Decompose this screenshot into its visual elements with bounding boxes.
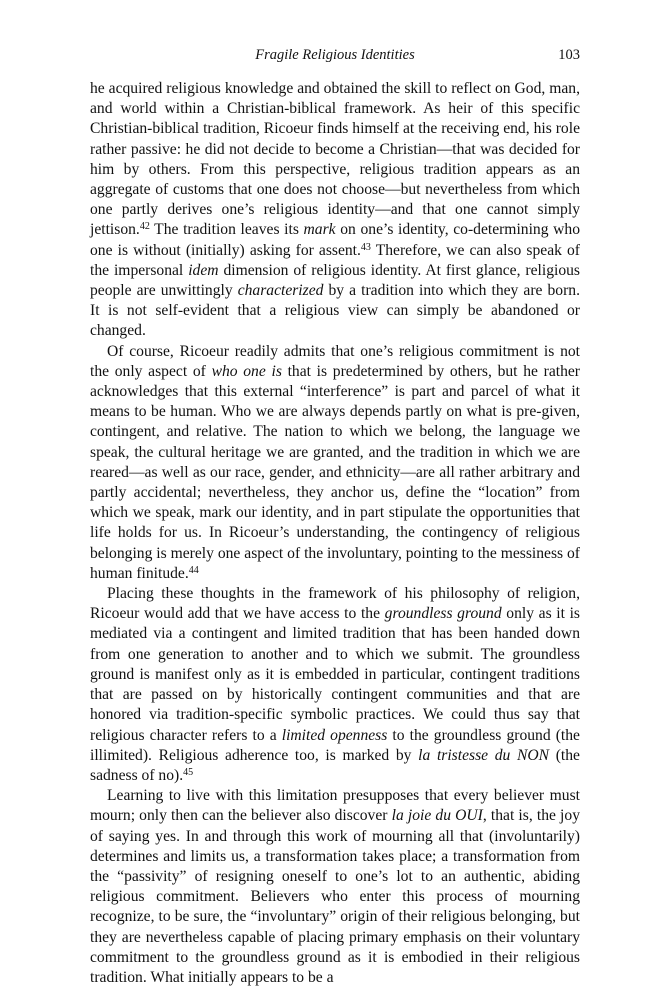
running-title: Fragile Religious Identities <box>255 47 415 63</box>
paragraph <box>90 342 580 584</box>
italic-phrase: who one is <box>211 362 282 380</box>
paragraph <box>90 584 580 786</box>
text-run: only as it is mediated via a contingent and limited tradition that has been handed down from one generation to another and to which we submit. The groundless ground is manifest only as it is embedded in particular, contingent traditions that are passed on by historically contingent communities and that are honored via tradition-specific symbolic practices. We could thus say that religious character refers to a <box>90 605 580 744</box>
text-run: The tradition leaves its <box>149 221 304 239</box>
paragraph <box>90 79 580 342</box>
italic-phrase: mark <box>303 221 336 239</box>
running-head <box>90 47 580 67</box>
text-run: Placing these thoughts in the framework of his philosophy of religion, Ricoeur would add that we have access to the <box>90 585 580 623</box>
italic-phrase: characterized <box>237 282 324 300</box>
paragraph <box>90 786 580 988</box>
body-text <box>90 79 580 988</box>
text-run: that is predetermined by others, but he rather acknowledges that this external “interference” is part and parcel of what it means to be human. Who we are always depends partly on what is pre-given, contingent, and relative. The nation to which we belong, the language we speak, the cultural heritage we are granted, and the tradition in which we are reared—as well as our race, gender, and ethnicity—are all rather arbitrary and partly accidental; nevertheless, they anchor us, define the “location” from which we speak, mark our identity, and in part stipulate the opportunities that life holds for us. In Ricoeur’s understanding, the contingency of religious belonging is merely one aspect of the involuntary, pointing to the messiness of human finitude. <box>90 362 580 582</box>
footnote-marker: 44 <box>188 564 199 576</box>
footnote-marker: 43 <box>360 241 371 253</box>
text-run: , that is, the joy of saying yes. In and through this work of mourning all that (involuntarily) determines and limits us, a transformation takes place; a transformation from the “passivity” of resigning oneself to one’s lot to an authentic, abiding religious commitment. Believers who enter this process of mourning recognize, to be sure, the “involuntary” origin of their religious belonging, but they are nevertheless capable of placing primary emphasis on their voluntary commitment to the groundless ground as it is embodied in their religious tradition. What initially appears to be a <box>90 807 580 986</box>
italic-phrase: idem <box>188 261 219 279</box>
text-run: Learning to live with this limitation presupposes that every believer must mourn; only then can the believer also discover <box>90 787 580 825</box>
footnote-marker: 45 <box>183 766 194 778</box>
text-run: dimension of religious identity. At first glance, religious people are unwittingly <box>90 261 580 300</box>
text-run: (the sadness of no). <box>90 746 580 784</box>
italic-phrase: la joie du OUI <box>391 807 483 825</box>
italic-phrase: la tristesse du NON <box>418 746 550 764</box>
text-run: Therefore, we can also speak of the impersonal <box>90 241 580 279</box>
text-run: on one’s identity, co-determining who one is without (initially) asking for assent. <box>90 221 580 259</box>
text-run: to the groundless ground (the illimited). Religious adherence too, is marked by <box>90 726 580 764</box>
text-run: Of course, Ricoeur readily admits that one’s religious commitment is not the only aspect of <box>90 342 580 380</box>
italic-phrase: limited openness <box>281 726 388 744</box>
text-run: by a tradition into which they are born. It is not self-evident that a religious view can simply be abandoned or changed. <box>90 282 580 340</box>
text-run: he acquired religious knowledge and obtained the skill to reflect on God, man, and world within a Christian-biblical framework. As heir of this specific Christian-biblical tradition, Ricoeur finds himself at the receiving end, his role rather passive: he did not decide to become a Christian—that was decided for him by others. From this perspective, religious tradition appears as an aggregate of customs that one does not choose—but nevertheless from which one partly derives one’s religious identity—and that one cannot simply jettison. <box>90 80 580 239</box>
footnote-marker: 42 <box>139 221 150 233</box>
italic-phrase: groundless ground <box>384 605 502 623</box>
page-number: 103 <box>558 47 580 63</box>
